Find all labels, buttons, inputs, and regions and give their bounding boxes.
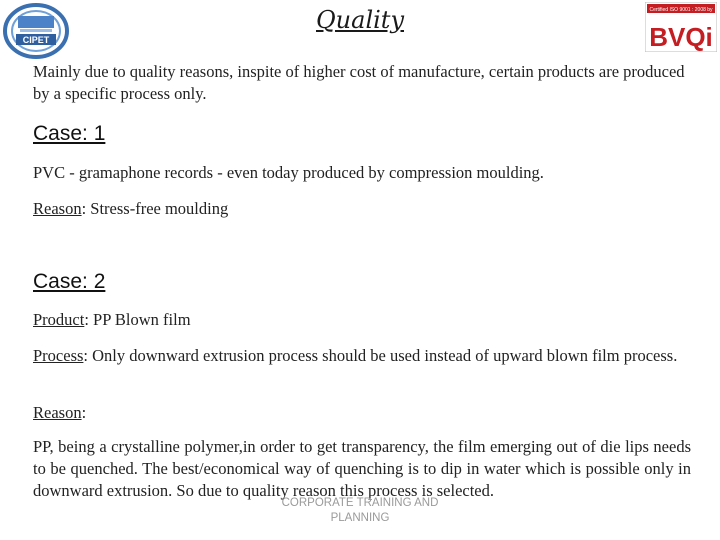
- footer: [260, 496, 460, 526]
- case-1-reason: [33, 198, 691, 220]
- case-2-process-label: Process: [33, 346, 84, 365]
- case-2-reason: [33, 402, 691, 424]
- page-title: Quality: [316, 6, 404, 34]
- intro-paragraph: Mainly due to quality reasons, inspite of higher cost of manufacture, certain products are produced by a specific process only.: [33, 62, 685, 103]
- case-2-explanation: PP, being a crystalline polymer,in order to get transparency, the film emerging out of die lips needs to be quenched. The best/economical way of quenching is to dip in water which is possible only in downward extrusion. So due to quality reason this process is selected.: [33, 437, 691, 500]
- bvqi-brand-text: BVQi: [649, 22, 713, 52]
- footer-line-2: PLANNING: [330, 512, 390, 524]
- case-1-reason-label: Reason: [33, 199, 82, 218]
- case-2-product: [33, 309, 691, 331]
- footer-line-1: CORPORATE TRAINING AND: [281, 497, 439, 509]
- case-1-heading: Case: 1: [33, 122, 106, 145]
- case-2-reason-text: :: [81, 403, 87, 422]
- cipet-logo-text: CIPET: [22, 35, 50, 45]
- case-2-product-label: Product: [33, 310, 85, 329]
- case-2-process: [33, 345, 691, 367]
- case-2-reason-label: Reason: [33, 403, 82, 422]
- case-1-text: PVC - gramaphone records - even today produced by compression moulding.: [33, 163, 544, 182]
- case-2-product-text: : PP Blown film: [84, 310, 191, 329]
- case-2-heading: Case: 2: [33, 270, 106, 293]
- bvqi-certificate-text: Certified ISO 9001 : 2008 by: [649, 7, 713, 13]
- case-2-process-text: : Only downward extrusion process should be used instead of upward blown film process.: [83, 346, 678, 365]
- case-1-reason-text: : Stress-free moulding: [81, 199, 229, 218]
